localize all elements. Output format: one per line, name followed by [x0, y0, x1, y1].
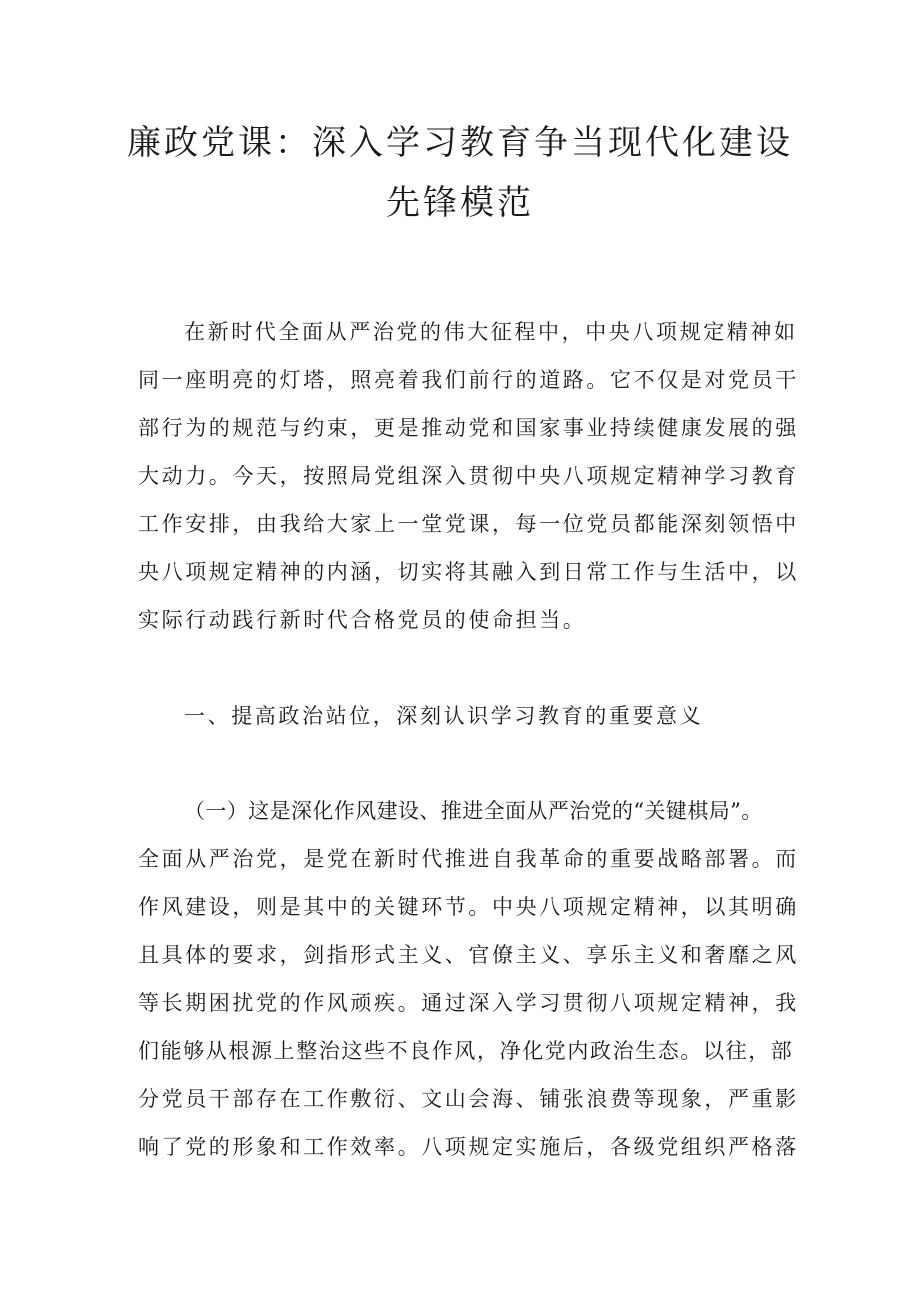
- intro-paragraph: [138, 308, 798, 644]
- paragraph-line: 部行为的规范与约束，更是推动党和国家事业持续健康发展的强: [138, 416, 799, 440]
- paragraph-line: （一）这是深化作风建设、推进全面从严治党的“关键棋局”。: [184, 799, 763, 823]
- section-heading-text: 一、提高政治站位，深刻认识学习教育的重要意义: [184, 704, 704, 728]
- document-title-line-2: 先锋模范: [386, 183, 534, 223]
- paragraph-line: 们能够从根源上整治这些不良作风，净化党内政治生态。以往，部: [138, 1039, 794, 1063]
- paragraph-line: 央八项规定精神的内涵，切实将其融入到日常工作与生活中，以: [138, 560, 799, 584]
- document-title-line-1: 廉政党课：深入学习教育争当现代化建设: [127, 123, 793, 163]
- paragraph-line: 作风建设，则是其中的关键环节。中央八项规定精神，以其明确: [138, 895, 799, 919]
- paragraph-line: 大动力。今天，按照局党组深入贯彻中央八项规定精神学习教育: [138, 464, 799, 488]
- paragraph-line: 在新时代全面从严治党的伟大征程中，中央八项规定精神如: [184, 320, 798, 344]
- paragraph-line: 且具体的要求，剑指形式主义、官僚主义、享乐主义和奢靡之风: [138, 943, 799, 967]
- paragraph-line: 全面从严治党，是党在新时代推进自我革命的重要战略部署。而: [138, 847, 799, 871]
- paragraph-line: 工作安排，由我给大家上一堂党课，每一位党员都能深刻领悟中: [138, 512, 799, 536]
- paragraph-line: 同一座明亮的灯塔，照亮着我们前行的道路。它不仅是对党员干: [138, 368, 799, 392]
- paragraph-line: 响了党的形象和工作效率。八项规定实施后，各级党组织严格落: [138, 1135, 799, 1159]
- section-heading: [138, 692, 798, 740]
- sub-paragraph: [138, 787, 798, 1171]
- paragraph-line: 实际行动践行新时代合格党员的使命担当。: [138, 608, 587, 632]
- paragraph-line: 等长期困扰党的作风顽疾。通过深入学习贯彻八项规定精神，我: [138, 991, 799, 1015]
- paragraph-line: 分党员干部存在工作敷衍、文山会海、铺张浪费等现象，严重影: [138, 1087, 799, 1111]
